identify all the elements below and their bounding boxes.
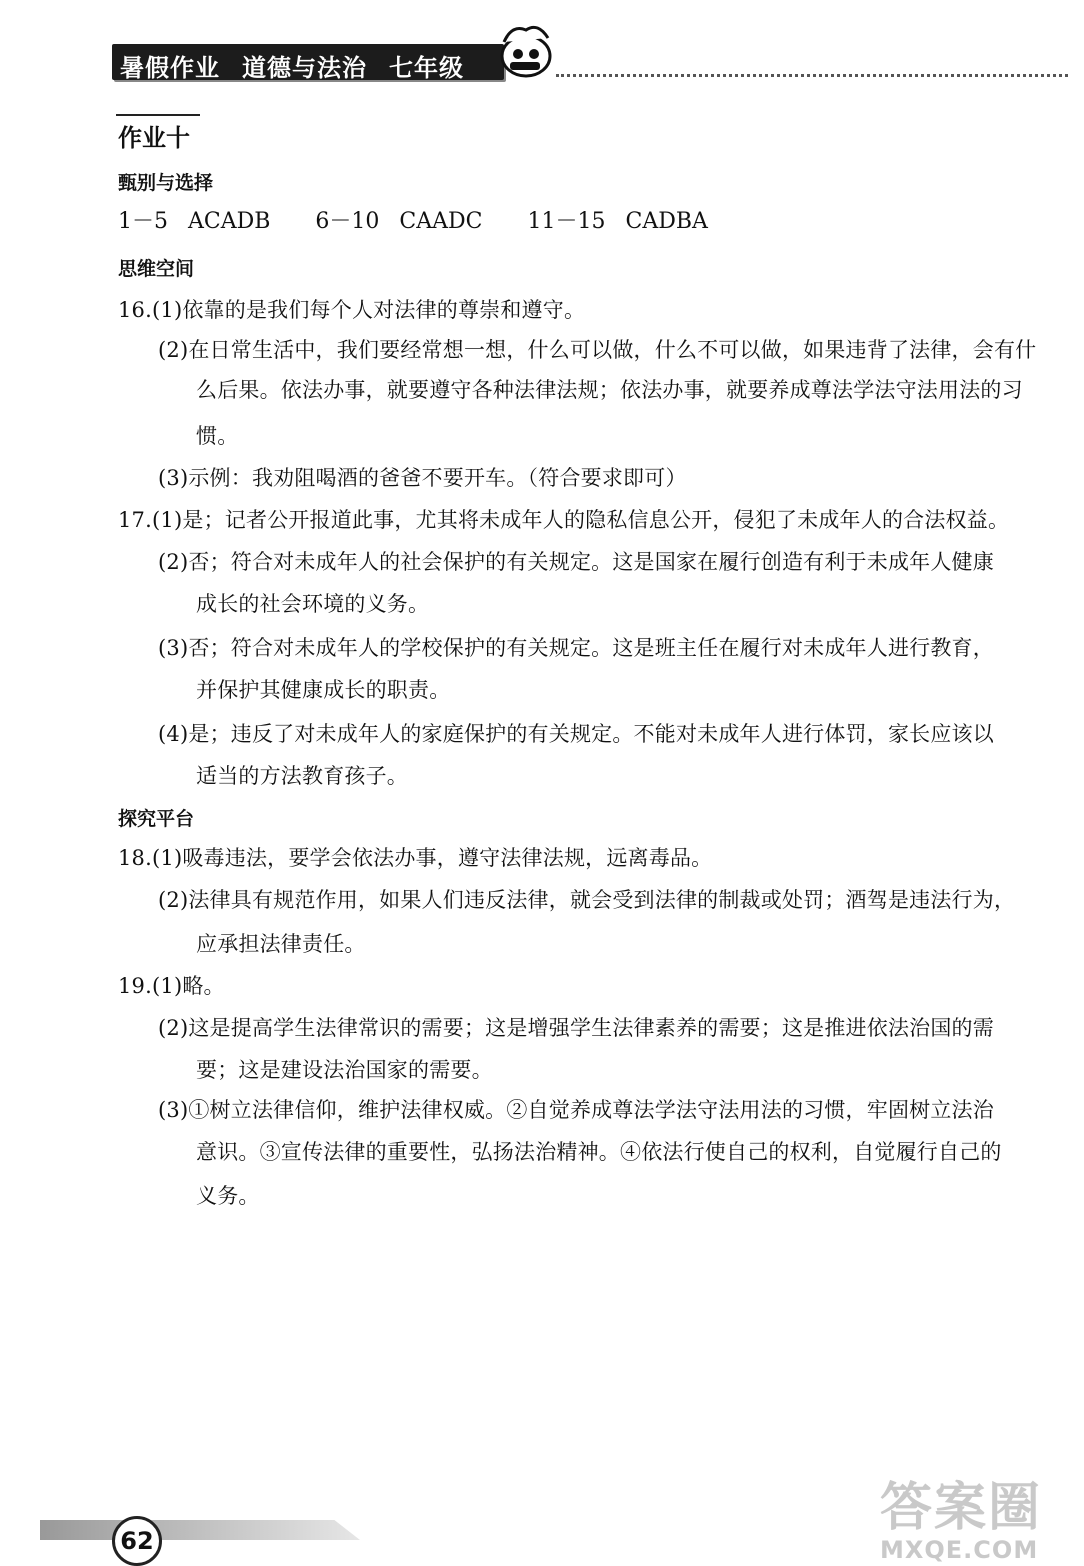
answer-line: (2)这是提高学生法律常识的需要；这是增强学生法律素养的需要；这是推进依法治国的需 xyxy=(158,1016,994,1040)
answer-line: (2)法律具有规范作用，如果人们违反法律，就会受到法律的制裁或处罚；酒驾是违法行为， xyxy=(158,888,1016,912)
answer-line: 意识。③宣传法律的重要性，弘扬法治精神。④依法行使自己的权利，自觉履行自己的 xyxy=(196,1140,1002,1164)
watermark xyxy=(880,1480,1080,1564)
page-number: 62 xyxy=(120,1527,154,1555)
answer-letters: ACADB xyxy=(188,209,271,234)
answer-group xyxy=(118,204,270,235)
heading-thinking: 思维空间 xyxy=(118,258,195,280)
header-title xyxy=(120,48,486,83)
answer-line: 18.(1)吸毒违法，要学会依法办事，遵守法律法规，远离毒品。 xyxy=(118,846,713,870)
answer-line: 义务。 xyxy=(196,1184,260,1208)
answer-letters: CAADC xyxy=(399,209,483,234)
answer-line: 并保护其健康成长的职责。 xyxy=(196,678,451,702)
answer-line: (2)否；符合对未成年人的社会保护的有关规定。这是国家在履行创造有利于未成年人健康 xyxy=(158,550,994,574)
choice-answers xyxy=(118,204,746,235)
header-grade: 七年级 xyxy=(389,54,464,82)
answer-line: 么后果。依法办事，就要遵守各种法律法规；依法办事，就要养成尊法学法守法用法的习 xyxy=(196,378,1023,402)
answer-group xyxy=(528,204,708,235)
header-subject: 道德与法治 xyxy=(242,54,367,82)
answer-range: 11－15 xyxy=(527,209,606,234)
section-rule xyxy=(116,114,200,116)
answer-range: 6－10 xyxy=(315,209,380,234)
answer-letters: CADBA xyxy=(625,209,708,234)
answer-line: (2)在日常生活中，我们要经常想一想，什么可以做，什么不可以做，如果违背了法律，会有什 xyxy=(158,338,1037,362)
answer-line: 16.(1)依靠的是我们每个人对法律的尊崇和遵守。 xyxy=(118,298,586,322)
answer-line: 19.(1)略。 xyxy=(118,974,225,998)
answer-line: (3)①树立法律信仰，维护法律权威。②自觉养成尊法学法守法用法的习惯，牢固树立法治 xyxy=(158,1098,994,1122)
answer-line: 成长的社会环境的义务。 xyxy=(196,592,430,616)
answer-line: 17.(1)是；记者公开报道此事，尤其将未成年人的隐私信息公开，侵犯了未成年人的合法权益。 xyxy=(118,508,1010,532)
answer-line: (3)否；符合对未成年人的学校保护的有关规定。这是班主任在履行对未成年人进行教育， xyxy=(158,636,994,660)
heading-explore: 探究平台 xyxy=(118,808,195,830)
answer-line: 惯。 xyxy=(196,424,239,448)
answer-line: (3)示例：我劝阻喝酒的爸爸不要开车。（符合要求即可） xyxy=(158,466,687,490)
answer-line: (4)是；违反了对未成年人的家庭保护的有关规定。不能对未成年人进行体罚，家长应该以 xyxy=(158,722,994,746)
answer-line: 应承担法律责任。 xyxy=(196,932,366,956)
section-title: 作业十 xyxy=(118,124,190,152)
mascot-icon xyxy=(492,20,556,80)
header-book: 暑假作业 xyxy=(120,54,220,82)
watermark-logo: 答案圈 xyxy=(880,1478,1043,1538)
answer-group xyxy=(315,204,482,235)
answer-range: 1－5 xyxy=(118,209,168,234)
watermark-url: MXQE.COM xyxy=(880,1536,1039,1564)
footer-strip xyxy=(40,1520,360,1540)
answer-line: 适当的方法教育孩子。 xyxy=(196,764,408,788)
heading-choice: 甄别与选择 xyxy=(118,172,214,194)
header-dotted-rule xyxy=(556,74,1068,77)
answer-line: 要；这是建设法治国家的需要。 xyxy=(196,1058,493,1082)
